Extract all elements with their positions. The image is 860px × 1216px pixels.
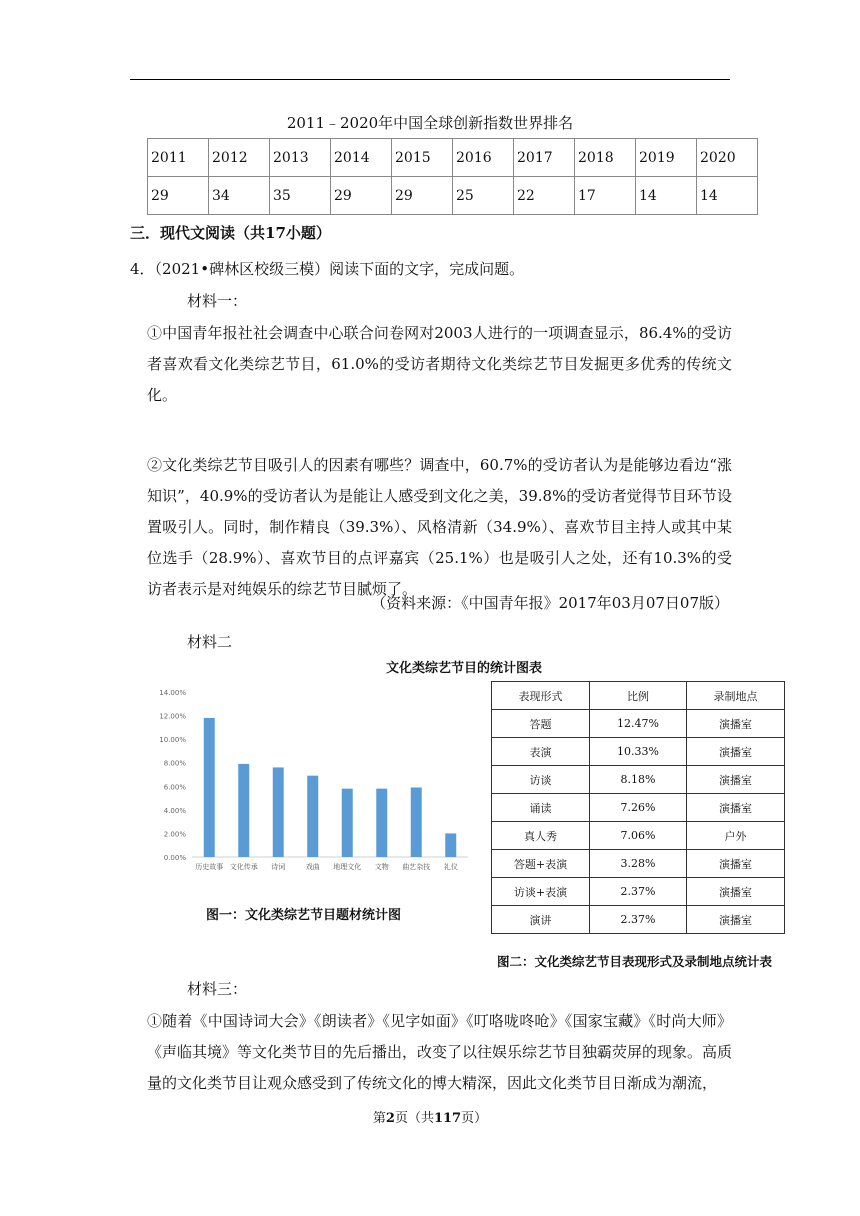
section-heading: 三．现代文阅读（共17小题） bbox=[130, 224, 331, 242]
material1-source: （资料来源：《中国青年报》2017年03月07日07版） bbox=[371, 594, 729, 612]
rank-cell: 14 bbox=[636, 177, 697, 215]
form-location-table bbox=[491, 681, 785, 934]
figure1-caption: 图一：文化类综艺节目题材统计图 bbox=[206, 908, 402, 923]
x-tick-label: 戏曲 bbox=[305, 863, 320, 871]
header-rule bbox=[130, 79, 730, 80]
year-cell: 2017 bbox=[514, 139, 575, 177]
material1-label: 材料一： bbox=[187, 292, 248, 310]
footer-total-pages: 117 bbox=[433, 1111, 462, 1126]
location-cell: 演播室 bbox=[687, 878, 785, 906]
year-cell: 2019 bbox=[636, 139, 697, 177]
location-cell: 演播室 bbox=[687, 906, 785, 934]
year-cell: 2011 bbox=[148, 139, 209, 177]
bar bbox=[307, 776, 318, 857]
x-tick-label: 历史故事 bbox=[195, 863, 224, 871]
header-cell: 录制地点 bbox=[687, 682, 785, 710]
page-footer bbox=[0, 1107, 860, 1126]
material1-paragraph-1: ①中国青年报社社会调查中心联合问卷网对2003人进行的一项调查显示，86.4%的受访者喜欢看文化类综艺节目，61.0%的受访者期待文化类综艺节目发掘更多优秀的传统文化。 bbox=[147, 324, 732, 404]
question-stem: 4．（2021•碑林区校级三模）阅读下面的文字，完成问题。 bbox=[130, 260, 525, 278]
table-row bbox=[492, 794, 785, 822]
rank-cell: 29 bbox=[331, 177, 392, 215]
rank-table-years-row bbox=[148, 139, 758, 177]
location-cell: 演播室 bbox=[687, 766, 785, 794]
ratio-cell: 3.28% bbox=[590, 850, 687, 878]
location-cell: 演播室 bbox=[687, 850, 785, 878]
bar bbox=[238, 764, 249, 857]
material2-label: 材料二 bbox=[187, 633, 233, 651]
year-cell: 2012 bbox=[209, 139, 270, 177]
form-cell: 表演 bbox=[492, 738, 590, 766]
year-cell: 2015 bbox=[392, 139, 453, 177]
ratio-cell: 2.37% bbox=[590, 906, 687, 934]
x-tick-label: 文化传承 bbox=[229, 863, 258, 871]
figure-title: 文化类综艺节目的统计图表 bbox=[386, 661, 543, 676]
y-tick-label: 6.00% bbox=[163, 783, 186, 792]
rank-cell: 17 bbox=[575, 177, 636, 215]
form-cell: 答题 bbox=[492, 710, 590, 738]
form-table-header-row bbox=[492, 682, 785, 710]
ratio-cell: 7.26% bbox=[590, 794, 687, 822]
table-row bbox=[492, 906, 785, 934]
form-cell: 访谈 bbox=[492, 766, 590, 794]
ratio-cell: 8.18% bbox=[590, 766, 687, 794]
y-tick-label: 4.00% bbox=[163, 806, 186, 815]
year-cell: 2020 bbox=[697, 139, 758, 177]
rank-cell: 29 bbox=[392, 177, 453, 215]
table-row bbox=[492, 710, 785, 738]
y-tick-label: 12.00% bbox=[159, 712, 186, 721]
rank-cell: 34 bbox=[209, 177, 270, 215]
location-cell: 演播室 bbox=[687, 738, 785, 766]
form-cell: 访谈+表演 bbox=[492, 878, 590, 906]
table-row bbox=[492, 738, 785, 766]
x-tick-label: 礼仪 bbox=[443, 863, 458, 871]
bar bbox=[273, 767, 284, 857]
y-tick-label: 14.00% bbox=[159, 689, 186, 697]
x-tick-label: 文物 bbox=[374, 863, 389, 871]
footer-suffix: 页） bbox=[461, 1111, 488, 1126]
bar bbox=[376, 789, 387, 857]
rank-cell: 29 bbox=[148, 177, 209, 215]
location-cell: 演播室 bbox=[687, 794, 785, 822]
bar bbox=[445, 833, 456, 857]
form-cell: 真人秀 bbox=[492, 822, 590, 850]
material1-paragraph-2: ②文化类综艺节目吸引人的因素有哪些？调查中，60.7%的受访者认为是能够边看边“涨知识”，40.9%的受访者认为是能让人感受到文化之美，39.8%的受访者觉得节目环节设置吸引人。同时，制作精良（39.3%）、风格清新（34.9%）、喜欢节目主持人或其中某位选手（28.9%）、喜欢节目的点评嘉宾（25.1%）也是吸引人之处，还有10.3%的受访者表示是对纯娱乐的综艺节目腻烦了。 bbox=[147, 456, 732, 598]
rank-table-ranks-row bbox=[148, 177, 758, 215]
year-cell: 2014 bbox=[331, 139, 392, 177]
y-tick-label: 8.00% bbox=[163, 759, 186, 768]
bar bbox=[342, 789, 353, 857]
rank-table bbox=[147, 138, 758, 215]
year-cell: 2018 bbox=[575, 139, 636, 177]
bar bbox=[204, 718, 215, 857]
form-cell: 答题+表演 bbox=[492, 850, 590, 878]
header-cell: 表现形式 bbox=[492, 682, 590, 710]
y-tick-label: 2.00% bbox=[163, 830, 186, 839]
table-row bbox=[492, 766, 785, 794]
location-cell: 户外 bbox=[687, 822, 785, 850]
year-cell: 2013 bbox=[270, 139, 331, 177]
topic-bar-chart bbox=[150, 680, 475, 880]
bar bbox=[411, 787, 422, 857]
form-cell: 演讲 bbox=[492, 906, 590, 934]
material3-paragraph-1: ①随着《中国诗词大会》《朗读者》《见字如面》《叮咯咙咚呛》《国家宝藏》《时尚大师》《声临其境》等文化类节目的先后播出，改变了以往娱乐综艺节目独霸荧屏的现象。高质量的文化类节目让观众感受到了传统文化的博大精深，因此文化类节目日渐成为潮流， bbox=[147, 1012, 733, 1092]
footer-page-number: 2 bbox=[385, 1111, 395, 1126]
material3-label: 材料三： bbox=[187, 980, 248, 998]
footer-prefix: 第 bbox=[372, 1111, 386, 1126]
form-cell: 诵读 bbox=[492, 794, 590, 822]
rank-cell: 14 bbox=[697, 177, 758, 215]
y-tick-label: 10.00% bbox=[159, 736, 186, 745]
ratio-cell: 12.47% bbox=[590, 710, 687, 738]
table-row bbox=[492, 878, 785, 906]
figure2-caption: 图二：文化类综艺节目表现形式及录制地点统计表 bbox=[497, 954, 773, 969]
year-cell: 2016 bbox=[453, 139, 514, 177]
header-cell: 比例 bbox=[590, 682, 687, 710]
x-tick-label: 诗词 bbox=[271, 863, 286, 871]
location-cell: 演播室 bbox=[687, 710, 785, 738]
ratio-cell: 10.33% bbox=[590, 738, 687, 766]
rank-cell: 22 bbox=[514, 177, 575, 215]
y-tick-label: 0.00% bbox=[163, 854, 186, 862]
footer-middle: 页（共 bbox=[394, 1111, 434, 1126]
rank-cell: 25 bbox=[453, 177, 514, 215]
ratio-cell: 2.37% bbox=[590, 878, 687, 906]
table-row bbox=[492, 850, 785, 878]
x-tick-label: 地理文化 bbox=[333, 863, 362, 871]
ratio-cell: 7.06% bbox=[590, 822, 687, 850]
x-tick-label: 曲艺杂技 bbox=[402, 863, 431, 871]
table-row bbox=[492, 822, 785, 850]
rank-table-title: 2011﹣2020年中国全球创新指数世界排名 bbox=[286, 114, 574, 132]
rank-cell: 35 bbox=[270, 177, 331, 215]
